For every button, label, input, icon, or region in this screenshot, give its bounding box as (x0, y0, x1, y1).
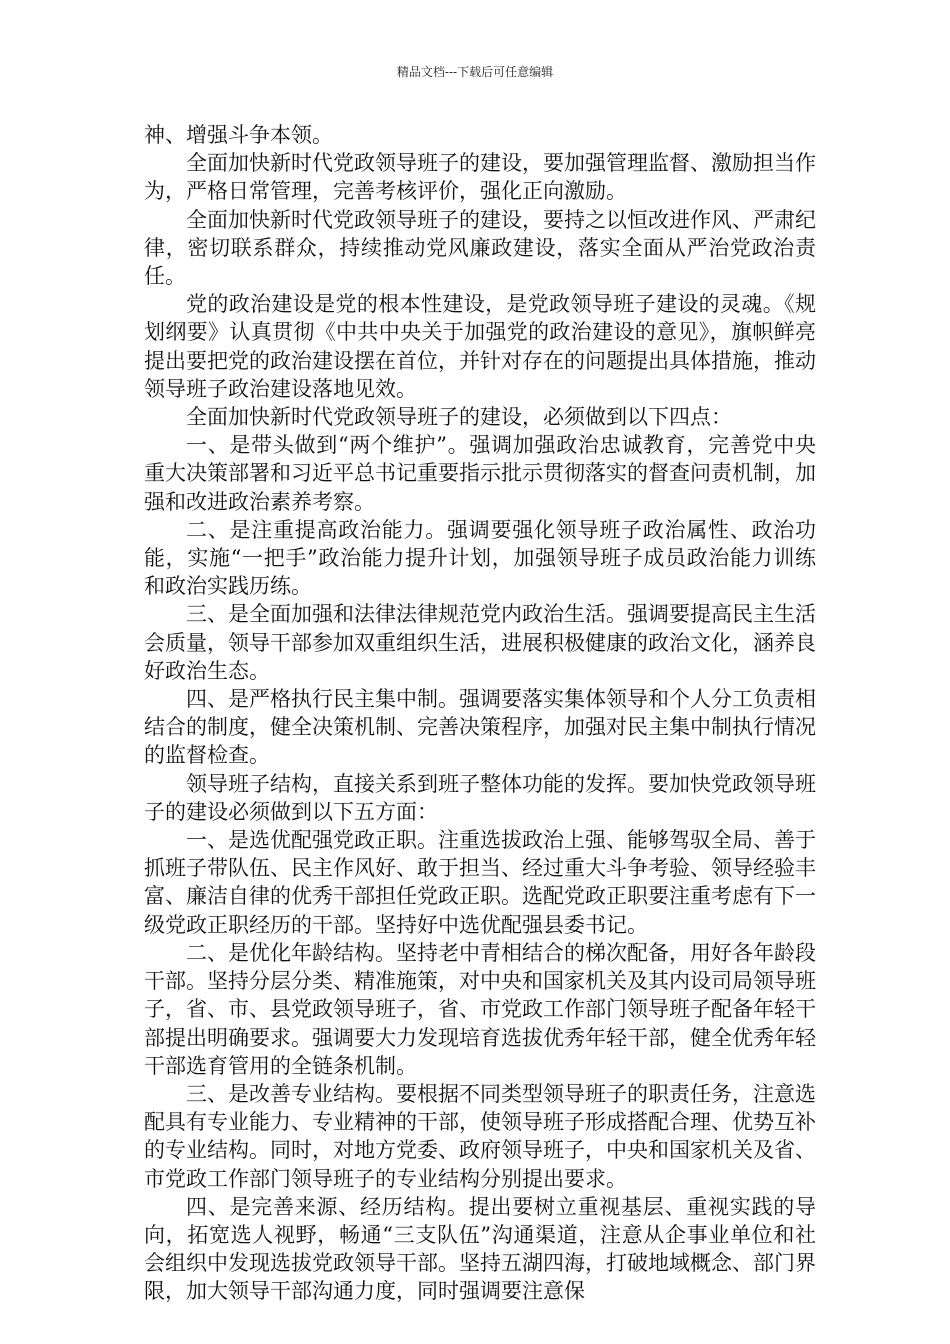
paragraph-continuation: 神、增强斗争本领。 (144, 123, 333, 147)
paragraph-aspect-1: 一、是选优配强党政正职。注重选拔政治上强、能够驾驭全局、善于抓班子带队伍、民主作风好、敢于担当、经过重大斗争考验、领导经验丰富、廉洁自律的优秀干部担任党政正职。选配党政正职要注重考虑有下一级党政正职经历的干部。坚持好中选优配强县委书记。 (144, 828, 816, 937)
paragraph-point-1: 一、是带头做到“两个维护”。强调加强政治忠诚教育，完善党中央重大决策部署和习近平总书记重要指示批示贯彻落实的督查问责机制，加强和改进政治素养考察。 (144, 433, 816, 514)
paragraph-work-style: 全面加快新时代党政领导班子的建设，要持之以恒改进作风、严肃纪律，密切联系群众，持续推动党风廉政建设，落实全面从严治党政治责任。 (144, 207, 816, 289)
paragraph-four-points-intro: 全面加快新时代党政领导班子的建设，必须做到以下四点： (186, 405, 732, 430)
paragraph-aspect-2: 二、是优化年龄结构。坚持老中青相结合的梯次配备，用好各年龄段干部。坚持分层分类、精准施策，对中央和国家机关及其内设司局领导班子，省、市、县党政领导班子，省、市党政工作部门领导班子配备年轻干部提出明确要求。强调要大力发现培育选拔优秀年轻干部，健全优秀年轻干部选育管用的全链条机制。 (144, 940, 816, 1078)
paragraph-point-4: 四、是严格执行民主集中制。强调要落实集体领导和个人分工负责相结合的制度，健全决策机制、完善决策程序，加强对民主集中制执行情况的监督检查。 (144, 687, 816, 768)
paragraph-five-aspects-intro: 领导班子结构，直接关系到班子整体功能的发挥。要加快党政领导班子的建设必须做到以下五方面： (144, 771, 816, 824)
paragraph-point-3: 三、是全面加强和法律法律规范党内政治生活。强调要提高民主生活会质量，领导干部参加双重组织生活，进展积极健康的政治文化，涵养良好政治生态。 (144, 602, 816, 683)
page-header: 精品文档---下载后可任意编辑 (396, 65, 554, 79)
paragraph-management-supervision: 全面加快新时代党政领导班子的建设，要加强管理监督、激励担当作为，严格日常管理，完善考核评价，强化正向激励。 (144, 151, 816, 204)
paragraph-point-2: 二、是注重提高政治能力。强调要强化领导班子政治属性、政治功能，实施“一把手”政治能力提升计划，加强领导班子成员政治能力训练和政治实践历练。 (144, 517, 816, 599)
document-body (144, 121, 816, 1306)
paragraph-political-construction: 党的政治建设是党的根本性建设，是党政领导班子建设的灵魂。《规划纲要》认真贯彻《中共中央关于加强党的政治建设的意见》，旗帜鲜亮提出要把党的政治建设摆在首位，并针对存在的问题提出具体措施，推动领导班子政治建设落地见效。 (144, 292, 816, 401)
paragraph-aspect-4: 四、是完善来源、经历结构。提出要树立重视基层、重视实践的导向，拓宽选人视野，畅通“三支队伍”沟通渠道，注意从企事业单位和社会组织中发现选拔党政领导干部。坚持五湖四海，打破地域概念、部门界限，加大领导干部沟通力度，同时强调要注意保 (144, 1194, 816, 1304)
paragraph-aspect-3: 三、是改善专业结构。要根据不同类型领导班子的职责任务，注意选配具有专业能力、专业精神的干部，使领导班子形成搭配合理、优势互补的专业结构。同时，对地方党委、政府领导班子，中央和国家机关及省、市党政工作部门领导班子的专业结构分别提出要求。 (144, 1081, 816, 1191)
